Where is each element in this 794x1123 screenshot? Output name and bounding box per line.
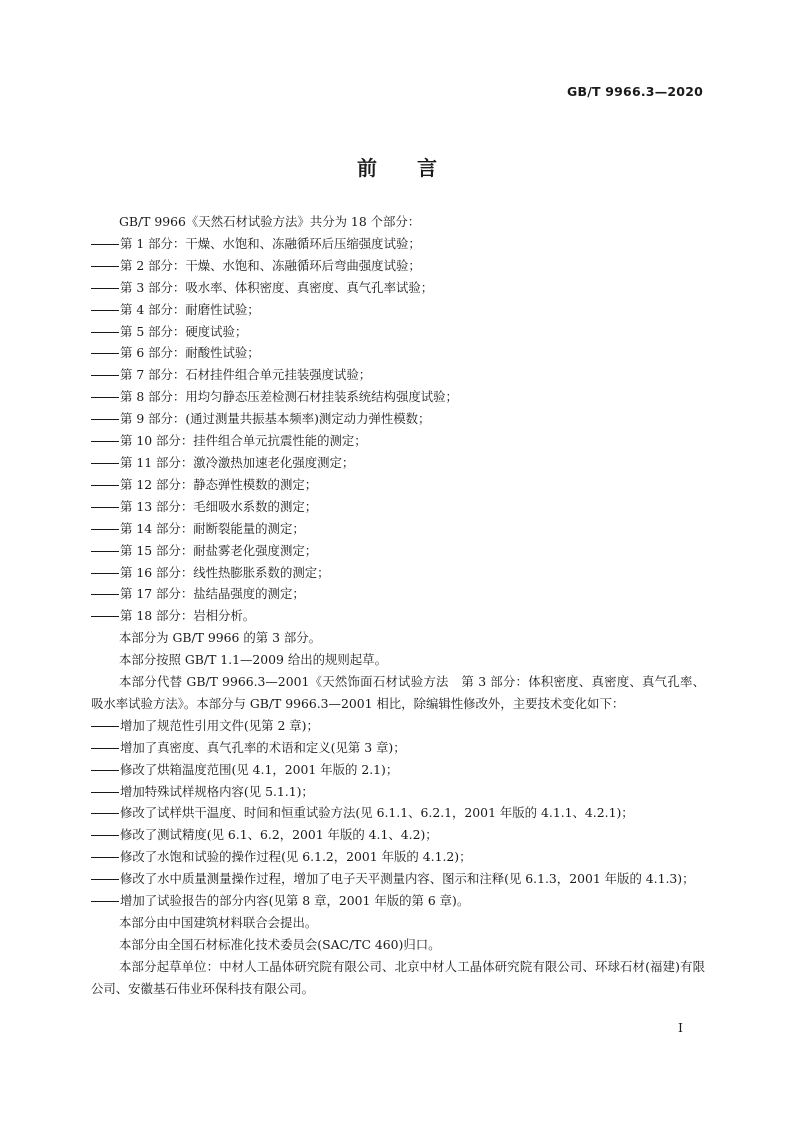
change-item: 修改了水中质量测量操作过程，增加了电子天平测量内容、图示和注释(见 6.1.3，2001 年版的 4.1.3)； [91, 868, 705, 890]
dash-icon [91, 419, 119, 420]
dash-icon [91, 441, 119, 442]
page-title: 前言 [357, 156, 477, 180]
part-item: 第 2 部分：干燥、水饱和、冻融循环后弯曲强度试验； [91, 255, 705, 277]
drafting-units: 本部分起草单位：中材人工晶体研究院有限公司、北京中材人工晶体研究院有限公司、环球石材(福建)有限公司、安徽基石伟业环保科技有限公司。 [91, 958, 705, 996]
dash-icon [91, 244, 119, 245]
dash-icon [91, 835, 119, 836]
dash-icon [91, 857, 119, 858]
change-item: 修改了试样烘干温度、时间和恒重试验方法(见 6.1.1、6.2.1，2001 年版的 4.1.1、4.2.1)； [91, 802, 705, 824]
intro-paragraph: GB/T 9966《天然石材试验方法》共分为 18 个部分： [119, 214, 421, 229]
part-item: 第 18 部分：岩相分析。 [91, 605, 705, 627]
change-item: 修改了水饱和试验的操作过程(见 6.1.2，2001 年版的 4.1.2)； [91, 846, 705, 868]
part-item: 第 15 部分：耐盐雾老化强度测定； [91, 540, 705, 562]
dash-icon [91, 288, 119, 289]
dash-icon [91, 463, 119, 464]
page-number: I [678, 1020, 683, 1035]
change-item: 修改了烘箱温度范围(见 4.1，2001 年版的 2.1)； [91, 759, 705, 781]
replacement-paragraph: 本部分代替 GB/T 9966.3—2001《天然饰面石材试验方法 第 3 部分：体积密度、真密度、真气孔率、吸水率试验方法》。本部分与 GB/T 9966.3—2001 相比，除编辑性修改外，主要技术变化如下： [91, 674, 705, 711]
part-item: 第 7 部分：石材挂件组合单元挂装强度试验； [91, 364, 705, 386]
part-item: 第 12 部分：静态弹性模数的测定； [91, 474, 705, 496]
part-item: 第 11 部分：激冷激热加速老化强度测定； [91, 452, 705, 474]
part-item: 第 9 部分：(通过测量共振基本频率)测定动力弹性模数； [91, 408, 705, 430]
part-item: 第 6 部分：耐酸性试验； [91, 342, 705, 364]
part-item: 第 14 部分：耐断裂能量的测定； [91, 518, 705, 540]
dash-icon [91, 353, 119, 354]
dash-icon [91, 813, 119, 814]
dash-icon [91, 529, 119, 530]
part-item: 第 17 部分：盐结晶强度的测定； [91, 583, 705, 605]
dash-icon [91, 310, 119, 311]
part-item: 第 1 部分：干燥、水饱和、冻融循环后压缩强度试验； [91, 233, 705, 255]
dash-icon [91, 266, 119, 267]
drafting-rules: 本部分按照 GB/T 1.1—2009 给出的规则起草。 [119, 652, 387, 668]
dash-icon [91, 879, 119, 880]
part-item: 第 8 部分：用均匀静态压差检测石材挂装系统结构强度试验； [91, 386, 705, 408]
dash-icon [91, 375, 119, 376]
dash-icon [91, 616, 119, 617]
dash-icon [91, 397, 119, 398]
change-item: 增加了真密度、真气孔率的术语和定义(见第 3 章)； [91, 737, 705, 759]
preface-body [91, 211, 705, 1000]
dash-icon [91, 726, 119, 727]
part-item: 第 13 部分：毛细吸水系数的测定； [91, 496, 705, 518]
change-item: 增加特殊试样规格内容(见 5.1.1)； [91, 781, 705, 803]
proposed-by: 本部分由中国建筑材料联合会提出。 [119, 915, 318, 930]
dash-icon [91, 507, 119, 508]
change-item: 增加了规范性引用文件(见第 2 章)； [91, 715, 705, 737]
part-item: 第 16 部分：线性热膨胀系数的测定； [91, 562, 705, 584]
dash-icon [91, 770, 119, 771]
dash-icon [91, 332, 119, 333]
dash-icon [91, 551, 119, 552]
part-statement: 本部分为 GB/T 9966 的第 3 部分。 [119, 630, 322, 646]
part-item: 第 10 部分：挂件组合单元抗震性能的测定； [91, 430, 705, 452]
dash-icon [91, 573, 119, 574]
dash-icon [91, 901, 119, 902]
dash-icon [91, 792, 119, 793]
centralized-by: 本部分由全国石材标准化技术委员会(SAC/TC 460)归口。 [119, 936, 441, 952]
part-item: 第 4 部分：耐磨性试验； [91, 299, 705, 321]
dash-icon [91, 748, 119, 749]
change-item: 增加了试验报告的部分内容(见第 8 章，2001 年版的第 6 章)。 [91, 890, 705, 912]
standard-code: GB/T 9966.3—2020 [567, 84, 703, 99]
dash-icon [91, 485, 119, 486]
change-item: 修改了测试精度(见 6.1、6.2，2001 年版的 4.1、4.2)； [91, 824, 705, 846]
dash-icon [91, 594, 119, 595]
part-item: 第 3 部分：吸水率、体积密度、真密度、真气孔率试验； [91, 277, 705, 299]
part-item: 第 5 部分：硬度试验； [91, 321, 705, 343]
